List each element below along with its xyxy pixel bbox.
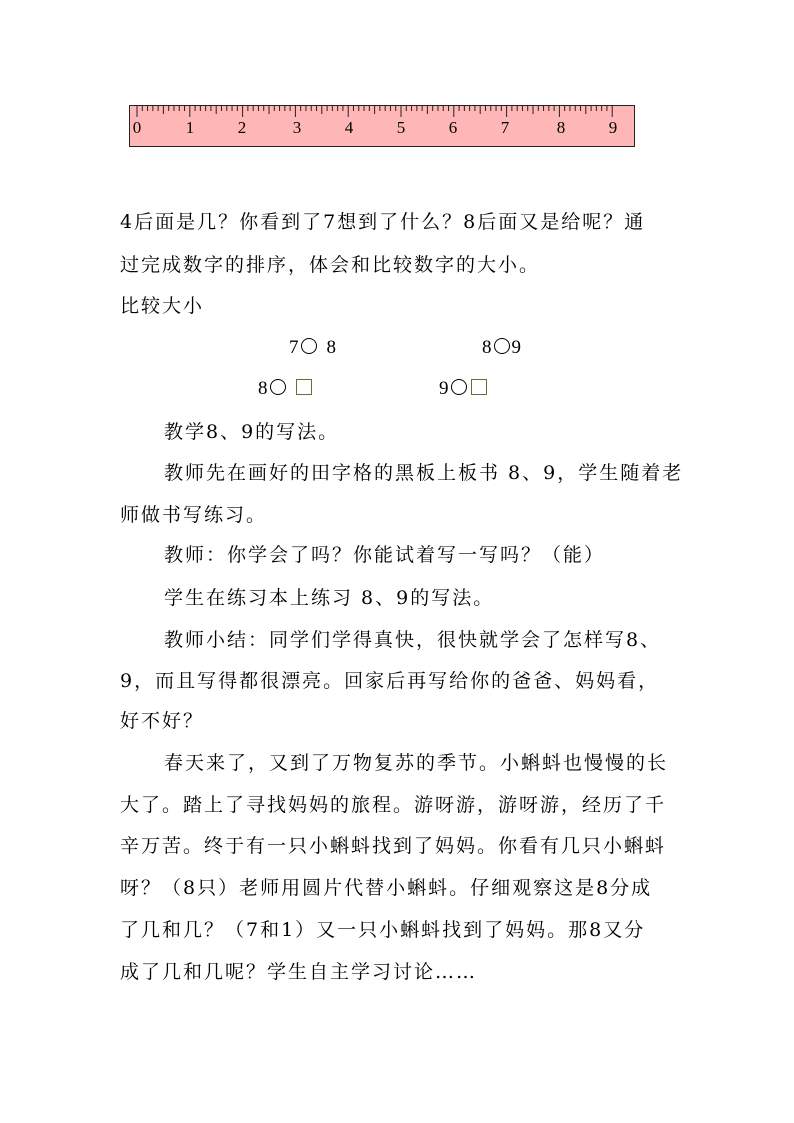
comparison-9-blank [439, 377, 489, 401]
paragraph-line: 学生在练习本上练习 8、9的写法。 [164, 587, 495, 609]
paragraph-line: 春天来了，又到了万物复苏的季节。小蝌蚪也慢慢的长 [164, 752, 669, 774]
comparison-left-number: 9 [439, 378, 449, 399]
paragraph-line: 好不好？ [120, 710, 205, 732]
square-blank [296, 379, 312, 395]
comparison-left-number: 8 [482, 337, 492, 358]
ruler-number-5: 5 [396, 118, 406, 137]
square-blank [471, 379, 487, 395]
paragraph-line: 大了。踏上了寻找妈妈的旅程。游呀游，游呀游，经历了千 [120, 794, 667, 816]
ruler-number-0: 0 [132, 118, 142, 137]
ruler-number-8: 8 [556, 118, 566, 137]
comparison-left-number: 7 [289, 337, 299, 358]
circle-blank [494, 338, 510, 354]
paragraph-line: 辛万苦。终于有一只小蝌蚪找到了妈妈。你看有几只小蝌蚪 [120, 835, 667, 857]
paragraph-line: 了几和几？（7和1）又一只小蝌蚪找到了妈妈。那8又分 [120, 919, 646, 941]
paragraph-line: 教师小结：同学们学得真快，很快就学会了怎样写8、 [164, 629, 662, 651]
comparison-8-9 [482, 336, 521, 360]
ruler-number-3: 3 [292, 118, 302, 137]
ruler-number-1: 1 [185, 118, 195, 137]
comparison-right-number: 8 [326, 337, 336, 358]
paragraph-line: 教学8、9的写法。 [164, 421, 340, 443]
ruler-number-4: 4 [344, 118, 354, 137]
paragraph-line: 呀？（8只）老师用圆片代替小蝌蚪。仔细观察这是8分成 [120, 877, 653, 899]
comparison-left-number: 8 [258, 378, 268, 399]
paragraph-line: 师做书写练习。 [120, 504, 268, 526]
paragraph-line: 成了几和几呢？学生自主学习讨论…… [120, 961, 478, 983]
ruler [129, 105, 635, 147]
ruler-number-2: 2 [237, 118, 247, 137]
paragraph-line: 教师：你学会了吗？你能试着写一写吗？（能） [164, 544, 606, 566]
ruler-number-9: 9 [608, 118, 618, 137]
comparison-8-blank [258, 377, 314, 401]
comparison-right-number: 9 [511, 337, 521, 358]
paragraph-line: 教师先在画好的田字格的黑板上板书 8、9，学生随着老 [164, 462, 684, 484]
paragraph-line: 9，而且写得都很漂亮。回家后再写给你的爸爸、妈妈看， [120, 670, 660, 692]
ruler-number-7: 7 [500, 118, 510, 137]
section-heading: 比较大小 [120, 295, 205, 317]
paragraph-line: 过完成数字的排序，体会和比较数字的大小。 [120, 254, 541, 276]
comparison-7-8 [289, 336, 336, 360]
ruler-number-6: 6 [448, 118, 458, 137]
circle-blank [451, 379, 467, 395]
paragraph-line: 4后面是几？你看到了7想到了什么？8后面又是给呢？通 [120, 211, 646, 233]
circle-blank [270, 379, 286, 395]
circle-blank [301, 338, 317, 354]
